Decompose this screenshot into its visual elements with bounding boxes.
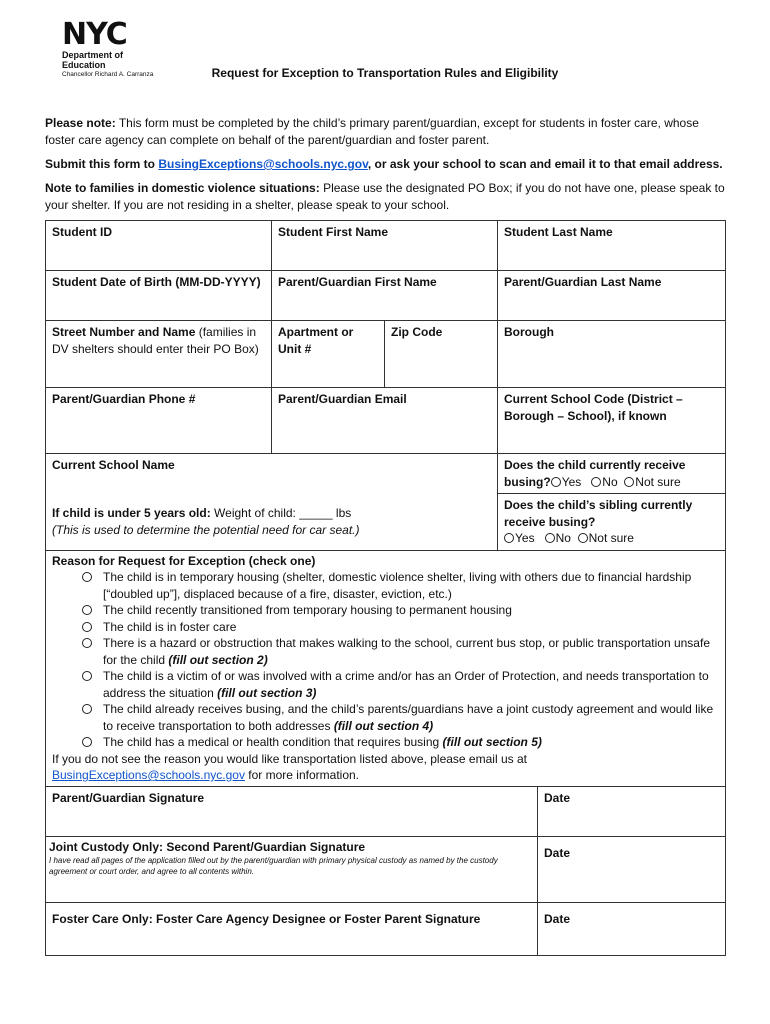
parent-signature-label: Parent/Guardian Signature xyxy=(52,790,205,805)
student-first-name-label: Student First Name xyxy=(278,225,389,239)
sibling-question: Does the child’s sibling currently receive busing? xyxy=(504,498,693,529)
child-weight-field[interactable] xyxy=(46,494,498,551)
reason-fill-7: (fill out section 5) xyxy=(442,735,542,749)
apartment-label: Apartment or Unit # xyxy=(278,325,354,356)
reason-option-transitioned[interactable] xyxy=(52,602,719,619)
dv-note xyxy=(45,180,725,213)
parent-first-name-label: Parent/Guardian First Name xyxy=(278,275,437,289)
reason-radio-1[interactable] xyxy=(82,572,92,582)
submit-prefix: Submit this form to xyxy=(45,157,159,171)
form-title: Request for Exception to Transportation Rules and Eligibility xyxy=(211,66,559,80)
joint-custody-signature-field[interactable] xyxy=(46,836,538,902)
reason-text-7: The child has a medical or health condition that requires busing xyxy=(103,735,443,749)
reason-option-joint-custody[interactable] xyxy=(52,701,719,734)
reason-option-foster-care[interactable] xyxy=(52,619,719,636)
reason-radio-6[interactable] xyxy=(82,704,92,714)
reason-section xyxy=(46,550,726,786)
street-note: (families in DV shelters should enter their PO Box) xyxy=(52,325,259,356)
parent-last-name-field[interactable] xyxy=(498,271,726,321)
parent-phone-field[interactable] xyxy=(46,388,272,454)
parent-first-name-field[interactable] xyxy=(272,271,498,321)
reason-text-3: The child is in foster care xyxy=(103,619,237,634)
please-note-text: This form must be completed by the child’s primary parent/guardian, except for students in foster care, whose foster care agency can complete on behalf of the parent/guardian and foster parent. xyxy=(45,116,699,147)
logo-dept-line1: Department of xyxy=(62,50,124,60)
sibling-no-label: No xyxy=(555,531,571,545)
request-form-table xyxy=(45,220,726,956)
school-code-field[interactable] xyxy=(498,388,726,454)
dv-note-text: Please use the designated PO Box; if you do not have one, please speak to your shelter. If you are not residing in a shelter, please speak to your school. xyxy=(45,181,725,212)
busing-no-radio[interactable] xyxy=(591,477,601,487)
submit-email-link[interactable]: BusingExceptions@schools.nyc.gov xyxy=(158,157,368,171)
reason-option-medical[interactable] xyxy=(52,734,719,751)
reason-radio-2[interactable] xyxy=(82,605,92,615)
reason-option-hazard[interactable] xyxy=(52,635,719,668)
student-last-name-field[interactable] xyxy=(498,221,726,271)
joint-custody-note: I have read all pages of the application filled out by the parent/guardian with primary physical custody as named by the custody agreement or court order, and agree to all contents within. xyxy=(49,856,498,876)
foster-date-label: Date xyxy=(544,911,571,926)
student-first-name-field[interactable] xyxy=(272,221,498,271)
reason-footer xyxy=(52,751,719,784)
zip-code-field[interactable] xyxy=(385,321,498,388)
please-note-label: Please note: xyxy=(45,116,116,130)
reason-radio-5[interactable] xyxy=(82,671,92,681)
foster-signature-label: Foster Care Only: Foster Care Agency Designee or Foster Parent Signature xyxy=(52,911,481,926)
reason-radio-4[interactable] xyxy=(82,638,92,648)
street-label: Street Number and Name xyxy=(52,325,196,339)
busing-yes-radio[interactable] xyxy=(551,477,561,487)
zip-code-label: Zip Code xyxy=(391,325,443,339)
logo-dept-line2: Education xyxy=(62,60,106,70)
nyc-logo-text: NYC xyxy=(62,17,127,52)
busing-question: Does the child currently receive busing? xyxy=(504,458,686,489)
reason-text-6: The child already receives busing, and the child’s parents/guardians have a joint custody agreement and would like to receive transportation to both addresses xyxy=(103,702,714,733)
school-name-field[interactable] xyxy=(46,454,498,494)
sibling-no-radio[interactable] xyxy=(545,533,555,543)
busing-question-cell xyxy=(498,454,726,494)
reason-fill-5: (fill out section 3) xyxy=(217,685,317,700)
student-id-field[interactable] xyxy=(46,221,272,271)
joint-custody-date-field[interactable] xyxy=(538,836,726,902)
sibling-not-sure-radio[interactable] xyxy=(578,533,588,543)
reason-option-crime-victim[interactable] xyxy=(52,668,719,701)
reason-option-temporary-housing[interactable] xyxy=(52,569,719,602)
logo-chancellor: Chancellor Richard A. Carranza xyxy=(62,71,154,78)
reason-text-4: There is a hazard or obstruction that makes walking to the school, current bus stop, or public transportation unsafe for the child xyxy=(103,636,710,667)
foster-signature-date-field[interactable] xyxy=(538,902,726,955)
sibling-not-sure-label: Not sure xyxy=(588,531,634,545)
sibling-yes-radio[interactable] xyxy=(504,533,514,543)
please-note xyxy=(45,115,725,148)
reason-text-2: The child recently transitioned from temporary housing to permanent housing xyxy=(103,603,512,617)
under5-weight: Weight of child: _____ lbs xyxy=(210,506,352,520)
student-id-label: Student ID xyxy=(52,225,112,239)
busing-yes-label: Yes xyxy=(561,474,582,489)
reason-text-1: The child is in temporary housing (shelter, domestic violence shelter, living with others due to financial hardship [“doubled up”], displaced because of a fire, disaster, eviction, etc.) xyxy=(103,570,692,601)
under5-note: (This is used to determine the potential need for car seat.) xyxy=(52,522,360,537)
reason-heading: Reason for Request for Exception (check one) xyxy=(52,553,316,568)
joint-custody-label: Joint Custody Only: Second Parent/Guardian Signature xyxy=(49,839,366,854)
submit-suffix: , or ask your school to scan and email it to that email address. xyxy=(367,157,723,171)
reason-footer-prefix: If you do not see the reason you would like transportation listed above, please email us at xyxy=(52,751,527,766)
borough-field[interactable] xyxy=(498,321,726,388)
busing-no-label: No xyxy=(602,474,618,489)
busing-not-sure-radio[interactable] xyxy=(624,477,634,487)
parent-phone-label: Parent/Guardian Phone # xyxy=(52,392,196,406)
school-name-label: Current School Name xyxy=(52,458,175,472)
borough-label: Borough xyxy=(504,325,555,339)
dv-note-label: Note to families in domestic violence situations: xyxy=(45,181,320,195)
sibling-yes-label: Yes xyxy=(515,531,535,545)
submit-instruction xyxy=(45,156,725,173)
parent-date-label: Date xyxy=(544,790,571,805)
under5-label: If child is under 5 years old: xyxy=(52,506,211,520)
student-last-name-label: Student Last Name xyxy=(504,225,613,239)
reason-footer-suffix: for more information. xyxy=(244,768,359,782)
parent-signature-date-field[interactable] xyxy=(538,786,726,836)
student-dob-field[interactable] xyxy=(46,271,272,321)
parent-email-label: Parent/Guardian Email xyxy=(278,392,407,406)
reason-fill-6: (fill out section 4) xyxy=(333,718,434,733)
parent-email-field[interactable] xyxy=(272,388,498,454)
parent-last-name-label: Parent/Guardian Last Name xyxy=(504,275,662,289)
apartment-field[interactable] xyxy=(272,321,385,388)
reason-radio-3[interactable] xyxy=(82,622,92,632)
joint-date-label: Date xyxy=(544,845,571,860)
parent-signature-field[interactable] xyxy=(46,786,538,836)
busing-not-sure-label: Not sure xyxy=(635,474,681,489)
foster-signature-field[interactable] xyxy=(46,902,538,955)
school-code-label: Current School Code (District – Borough – School), if known xyxy=(504,392,683,423)
student-dob-label: Student Date of Birth (MM-DD-YYYY) xyxy=(52,275,261,289)
reason-radio-7[interactable] xyxy=(82,737,92,747)
reason-footer-email-link[interactable]: BusingExceptions@schools.nyc.gov xyxy=(52,768,245,782)
sibling-busing-cell xyxy=(498,494,726,551)
reason-text-5: The child is a victim of or was involved with a crime and/or has an Order of Protection, and needs transportation to address the situation xyxy=(103,669,709,700)
street-field[interactable] xyxy=(46,321,272,388)
reason-fill-4: (fill out section 2) xyxy=(168,652,268,667)
